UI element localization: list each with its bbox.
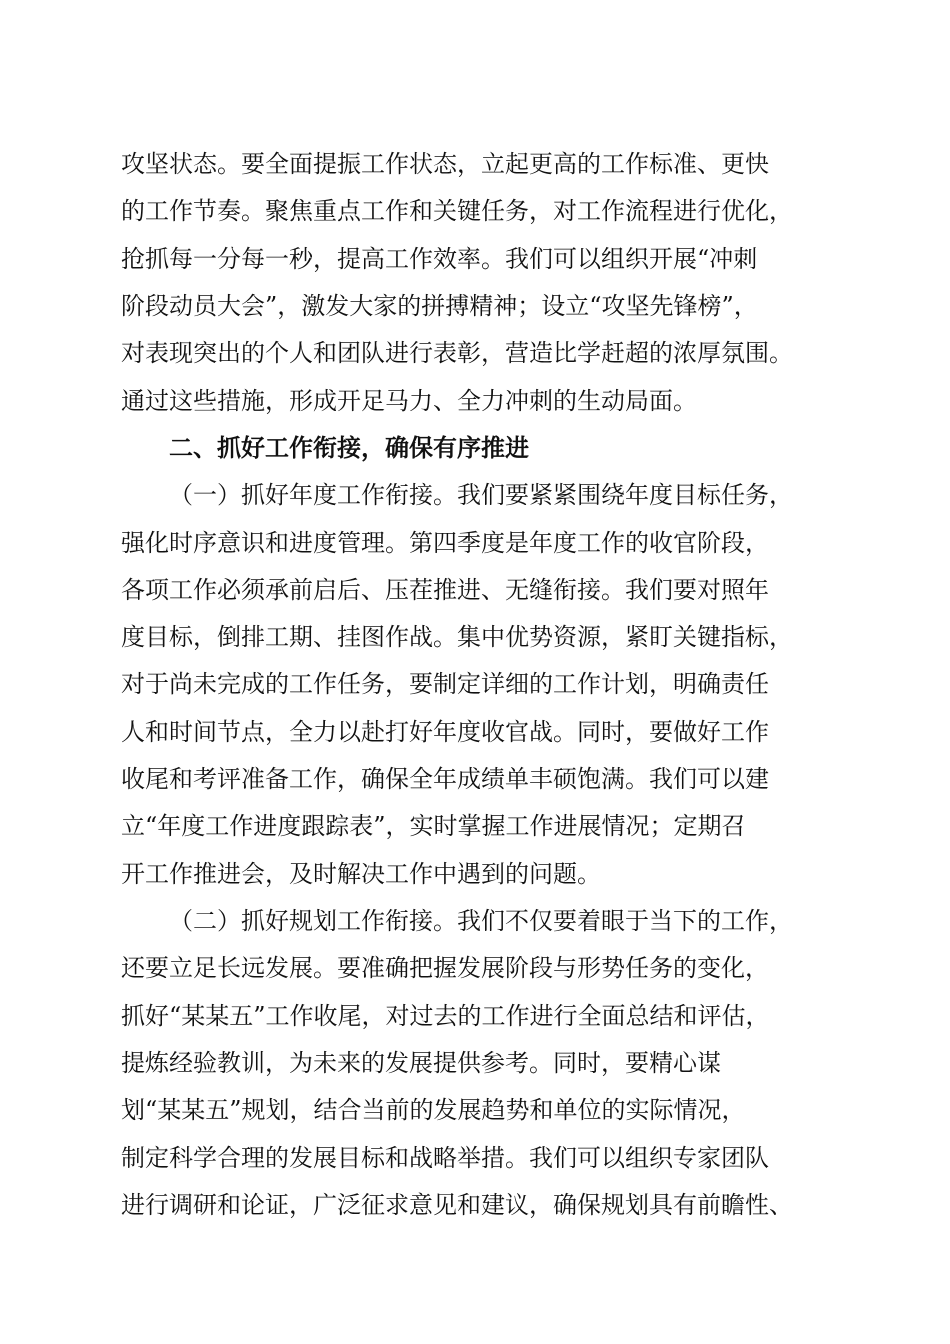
subsection-paragraph-start: （二）抓好规划工作衔接。我们不仅要着眼于当下的工作， xyxy=(169,907,793,935)
text-line: 攻坚状态。要全面提振工作状态，立起更高的工作标准、更快 xyxy=(121,150,769,178)
text-line: 强化时序意识和进度管理。第四季度是年度工作的收官阶段， xyxy=(121,529,769,557)
text-line: 人和时间节点，全力以赴打好年度收官战。同时，要做好工作 xyxy=(121,718,769,746)
text-line: 度目标，倒排工期、挂图作战。集中优势资源，紧盯关键指标， xyxy=(121,623,793,651)
text-line: 阶段动员大会”，激发大家的拼搏精神；设立“攻坚先锋榜”， xyxy=(121,292,758,320)
text-line: 立“年度工作进度跟踪表”，实时掌握工作进展情况；定期召 xyxy=(121,812,746,840)
text-line: 通过这些措施，形成开足马力、全力冲刺的生动局面。 xyxy=(121,387,697,415)
text-line: 制定科学合理的发展目标和战略举措。我们可以组织专家团队 xyxy=(121,1144,769,1172)
text-line: 提炼经验教训，为未来的发展提供参考。同时，要精心谋 xyxy=(121,1049,721,1077)
text-line: 划“某某五”规划，结合当前的发展趋势和单位的实际情况， xyxy=(121,1096,746,1124)
text-line: 收尾和考评准备工作，确保全年成绩单丰硕饱满。我们可以建 xyxy=(121,765,769,793)
text-line: 各项工作必须承前启后、压茬推进、无缝衔接。我们要对照年 xyxy=(121,576,769,604)
text-line: 对表现突出的个人和团队进行表彰，营造比学赶超的浓厚氛围。 xyxy=(121,339,793,367)
text-line: 开工作推进会，及时解决工作中遇到的问题。 xyxy=(121,860,601,888)
text-line: 的工作节奏。聚焦重点工作和关键任务，对工作流程进行优化， xyxy=(121,197,793,225)
text-line: 抓好“某某五”工作收尾，对过去的工作进行全面总结和评估， xyxy=(121,1002,770,1030)
text-line: 还要立足长远发展。要准确把握发展阶段与形势任务的变化， xyxy=(121,954,769,982)
text-line: 对于尚未完成的工作任务，要制定详细的工作计划，明确责任 xyxy=(121,670,769,698)
section-heading: 二、抓好工作衔接，确保有序推进 xyxy=(169,433,529,462)
text-line: 抢抓每一分每一秒，提高工作效率。我们可以组织开展“冲刺 xyxy=(121,245,758,273)
text-line: 进行调研和论证，广泛征求意见和建议，确保规划具有前瞻性、 xyxy=(121,1191,793,1219)
subsection-paragraph-start: （一）抓好年度工作衔接。我们要紧紧围绕年度目标任务， xyxy=(169,481,793,509)
